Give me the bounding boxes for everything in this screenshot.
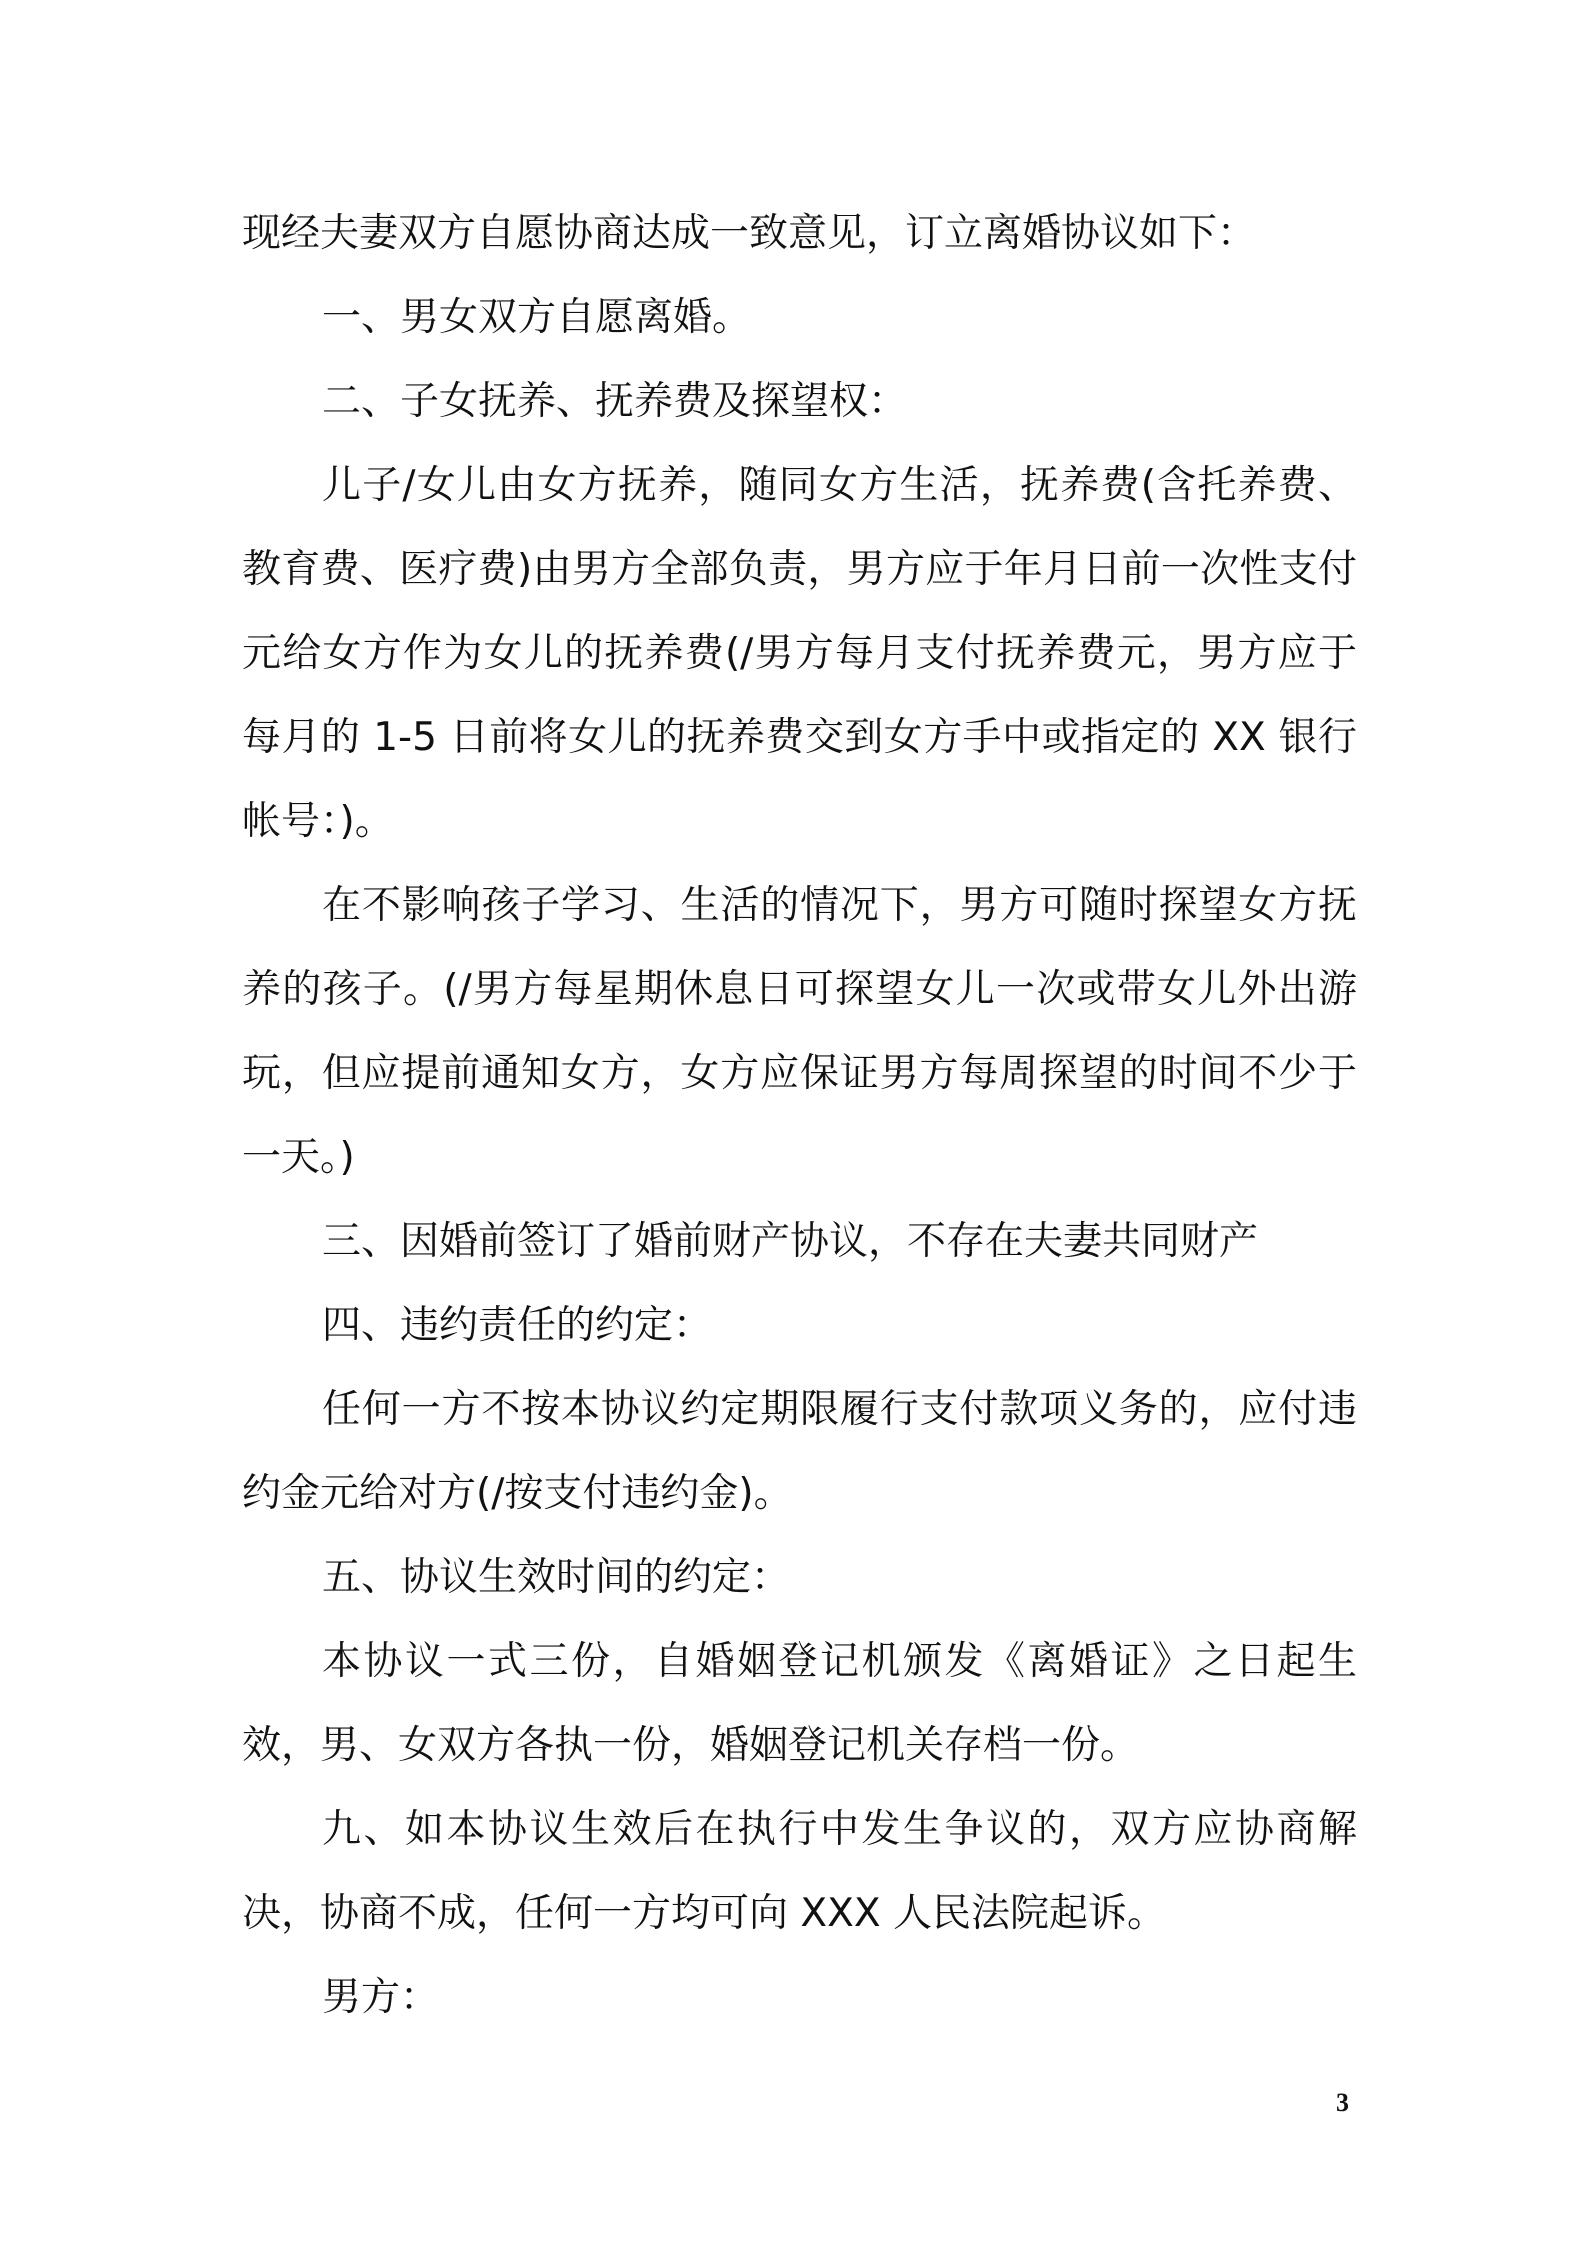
clause-5-body: 本协议一式三份，自婚姻登记机颁发《离婚证》之日起生效，男、女双方各执一份，婚姻登记机关存档一份。 [242, 1639, 1357, 1768]
clause-1: 一、男女双方自愿离婚。 [322, 295, 752, 340]
signature-male: 男方： [322, 1975, 440, 2020]
page-number: 3 [1336, 2088, 1349, 2117]
clause-4-body: 任何一方不按本协议约定期限履行支付款项义务的，应付违约金元给对方(/按支付违约金)。 [242, 1387, 1357, 1516]
clause-5-heading: 五、协议生效时间的约定： [322, 1555, 791, 1600]
clause-3: 三、因婚前签订了婚前财产协议，不存在夫妻共同财产 [322, 1219, 1259, 1264]
clause-4-heading: 四、违约责任的约定： [322, 1303, 713, 1348]
clause-2-custody: 儿子/女儿由女方抚养，随同女方生活，抚养费(含托养费、教育费、医疗费)由男方全部负责，男方应于年月日前一次性支付元给女方作为女儿的抚养费(/男方每月支付抚养费元，男方应于每月的 1-5 日前将女儿的抚养费交到女方手中或指定的 XX 银行帐号：)。 [242, 463, 1357, 844]
clause-2-heading: 二、子女抚养、抚养费及探望权： [322, 379, 908, 424]
clause-9: 九、如本协议生效后在执行中发生争议的，双方应协商解决，协商不成，任何一方均可向 XXX 人民法院起诉。 [242, 1807, 1357, 1936]
clause-2-visitation: 在不影响孩子学习、生活的情况下，男方可随时探望女方抚养的孩子。(/男方每星期休息日可探望女儿一次或带女儿外出游玩，但应提前通知女方，女方应保证男方每周探望的时间不少于一天。) [242, 883, 1357, 1180]
document-body [242, 192, 1357, 2040]
paragraph-intro: 现经夫妻双方自愿协商达成一致意见，订立离婚协议如下： [242, 211, 1257, 256]
